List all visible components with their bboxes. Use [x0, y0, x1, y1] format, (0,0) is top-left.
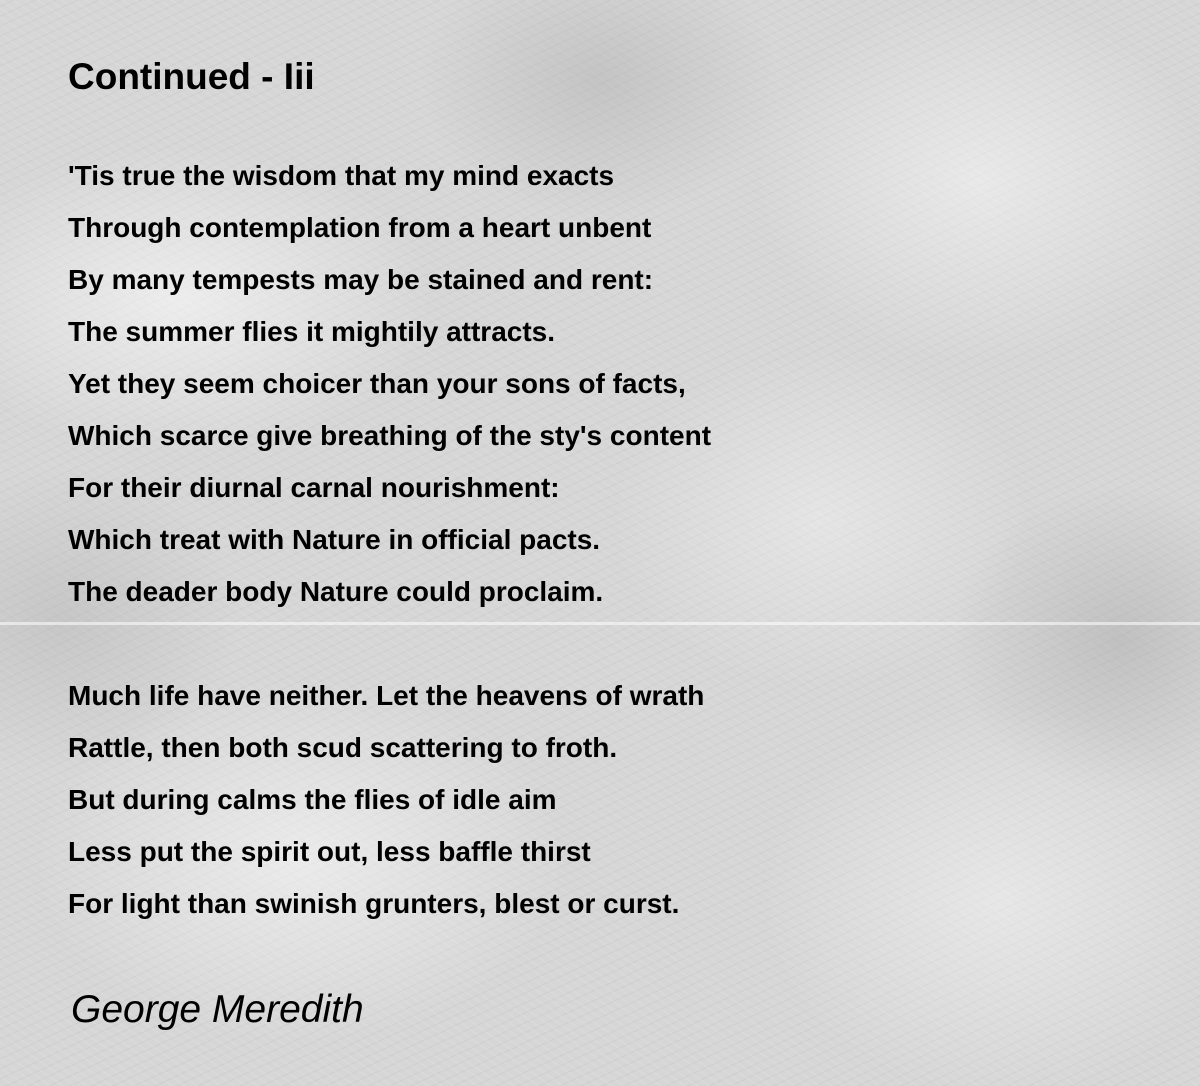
poem-title: Continued - Iii [68, 56, 315, 97]
poem-line: For their diurnal carnal nourishment: [68, 472, 560, 503]
poem-line: 'Tis true the wisdom that my mind exacts [68, 160, 615, 191]
poem-line: Which treat with Nature in official pacts. [68, 524, 601, 555]
stanza-1 [68, 150, 711, 618]
poem-line: Less put the spirit out, less baffle thirst [68, 836, 591, 867]
poem-line: But during calms the flies of idle aim [68, 784, 557, 815]
poem-author: George Meredith [71, 988, 364, 1031]
poem-line: By many tempests may be stained and rent: [68, 264, 654, 295]
poem-line: For light than swinish grunters, blest or curst. [68, 888, 680, 919]
poem-line: Through contemplation from a heart unbent [68, 212, 652, 243]
poem-line: The summer flies it mightily attracts. [68, 316, 556, 347]
background-seam [0, 622, 1200, 625]
poem-line: The deader body Nature could proclaim. [68, 576, 604, 607]
poem-line: Yet they seem choicer than your sons of facts, [68, 368, 686, 399]
poem-line: Much life have neither. Let the heavens of wrath [68, 680, 705, 711]
poem-line: Rattle, then both scud scattering to froth. [68, 732, 618, 763]
poem-line: Which scarce give breathing of the sty's content [68, 420, 712, 451]
stanza-2 [68, 670, 704, 930]
